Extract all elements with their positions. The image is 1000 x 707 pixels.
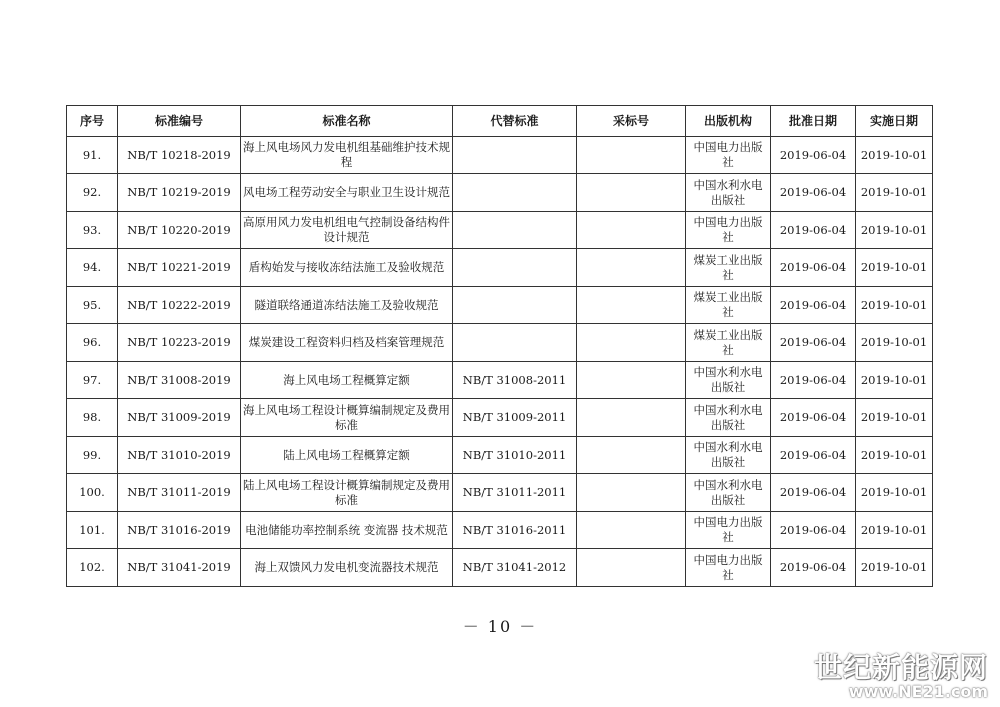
cell-replaces — [453, 324, 577, 362]
cell-approval-date: 2019-06-04 — [771, 249, 856, 287]
cell-approval-date: 2019-06-04 — [771, 324, 856, 362]
cell-approval-date: 2019-06-04 — [771, 549, 856, 587]
table-row — [67, 324, 933, 362]
cell-replaces: NB/T 31041-2012 — [453, 549, 577, 587]
cell-effective-date: 2019-10-01 — [856, 437, 933, 474]
cell-adopted-no — [577, 399, 686, 437]
table-row — [67, 212, 933, 249]
cell-serial: 100. — [67, 474, 118, 512]
cell-effective-date: 2019-10-01 — [856, 174, 933, 212]
cell-publisher: 中国电力出版社 — [686, 212, 771, 249]
cell-replaces — [453, 174, 577, 212]
cell-approval-date: 2019-06-04 — [771, 362, 856, 399]
cell-standard-name: 海上风电场工程设计概算编制规定及费用标准 — [241, 399, 453, 437]
cell-approval-date: 2019-06-04 — [771, 399, 856, 437]
cell-approval-date: 2019-06-04 — [771, 512, 856, 549]
cell-standard-name: 风电场工程劳动安全与职业卫生设计规范 — [241, 174, 453, 212]
cell-publisher: 中国电力出版社 — [686, 549, 771, 587]
header-standard-name: 标准名称 — [241, 106, 453, 137]
cell-serial: 101. — [67, 512, 118, 549]
cell-replaces — [453, 287, 577, 324]
table-row — [67, 512, 933, 549]
header-approval-date: 批准日期 — [771, 106, 856, 137]
cell-serial: 92. — [67, 174, 118, 212]
header-adopted-no: 采标号 — [577, 106, 686, 137]
cell-effective-date: 2019-10-01 — [856, 512, 933, 549]
page-number: － 10 － — [462, 617, 538, 636]
cell-standard-name: 高原用风力发电机组电气控制设备结构件设计规范 — [241, 212, 453, 249]
cell-serial: 97. — [67, 362, 118, 399]
cell-serial: 102. — [67, 549, 118, 587]
table-row — [67, 174, 933, 212]
cell-serial: 99. — [67, 437, 118, 474]
cell-publisher: 煤炭工业出版社 — [686, 287, 771, 324]
cell-adopted-no — [577, 249, 686, 287]
header-serial: 序号 — [67, 106, 118, 137]
cell-publisher: 中国电力出版社 — [686, 512, 771, 549]
cell-standard-name: 海上风电场工程概算定额 — [241, 362, 453, 399]
cell-replaces — [453, 249, 577, 287]
cell-effective-date: 2019-10-01 — [856, 549, 933, 587]
cell-effective-date: 2019-10-01 — [856, 212, 933, 249]
cell-standard-code: NB/T 10219-2019 — [118, 174, 241, 212]
cell-standard-code: NB/T 10218-2019 — [118, 137, 241, 174]
table-row — [67, 437, 933, 474]
watermark-name: 世纪新能源网 — [813, 651, 988, 684]
cell-publisher: 煤炭工业出版社 — [686, 249, 771, 287]
cell-replaces: NB/T 31011-2011 — [453, 474, 577, 512]
cell-serial: 95. — [67, 287, 118, 324]
table-header-row — [67, 106, 933, 137]
cell-approval-date: 2019-06-04 — [771, 474, 856, 512]
cell-standard-code: NB/T 10221-2019 — [118, 249, 241, 287]
cell-standard-code: NB/T 31011-2019 — [118, 474, 241, 512]
cell-adopted-no — [577, 512, 686, 549]
table-row — [67, 249, 933, 287]
table-row — [67, 399, 933, 437]
header-effective-date: 实施日期 — [856, 106, 933, 137]
cell-standard-name: 煤炭建设工程资料归档及档案管理规范 — [241, 324, 453, 362]
standards-table — [66, 105, 933, 587]
cell-standard-code: NB/T 10222-2019 — [118, 287, 241, 324]
cell-effective-date: 2019-10-01 — [856, 399, 933, 437]
header-publisher: 出版机构 — [686, 106, 771, 137]
table-row — [67, 287, 933, 324]
cell-standard-code: NB/T 10220-2019 — [118, 212, 241, 249]
cell-standard-name: 海上双馈风力发电机变流器技术规范 — [241, 549, 453, 587]
cell-replaces: NB/T 31010-2011 — [453, 437, 577, 474]
cell-adopted-no — [577, 549, 686, 587]
cell-standard-code: NB/T 10223-2019 — [118, 324, 241, 362]
cell-adopted-no — [577, 437, 686, 474]
cell-replaces: NB/T 31009-2011 — [453, 399, 577, 437]
cell-adopted-no — [577, 137, 686, 174]
cell-standard-code: NB/T 31010-2019 — [118, 437, 241, 474]
cell-standard-code: NB/T 31016-2019 — [118, 512, 241, 549]
cell-effective-date: 2019-10-01 — [856, 324, 933, 362]
cell-standard-name: 陆上风电场工程概算定额 — [241, 437, 453, 474]
table-row — [67, 137, 933, 174]
cell-effective-date: 2019-10-01 — [856, 362, 933, 399]
cell-replaces: NB/T 31016-2011 — [453, 512, 577, 549]
cell-publisher: 中国水利水电出版社 — [686, 474, 771, 512]
cell-standard-code: NB/T 31009-2019 — [118, 399, 241, 437]
cell-adopted-no — [577, 474, 686, 512]
cell-serial: 98. — [67, 399, 118, 437]
table-body — [67, 137, 933, 587]
cell-adopted-no — [577, 362, 686, 399]
watermark-url: www.NE21.com — [848, 682, 988, 701]
cell-replaces: NB/T 31008-2011 — [453, 362, 577, 399]
cell-replaces — [453, 137, 577, 174]
header-standard-code: 标准编号 — [118, 106, 241, 137]
cell-standard-name: 盾构始发与接收冻结法施工及验收规范 — [241, 249, 453, 287]
cell-serial: 96. — [67, 324, 118, 362]
cell-adopted-no — [577, 174, 686, 212]
cell-adopted-no — [577, 287, 686, 324]
cell-standard-code: NB/T 31008-2019 — [118, 362, 241, 399]
cell-publisher: 中国电力出版社 — [686, 137, 771, 174]
cell-effective-date: 2019-10-01 — [856, 287, 933, 324]
cell-publisher: 中国水利水电出版社 — [686, 437, 771, 474]
cell-replaces — [453, 212, 577, 249]
cell-approval-date: 2019-06-04 — [771, 174, 856, 212]
cell-standard-name: 隧道联络通道冻结法施工及验收规范 — [241, 287, 453, 324]
cell-publisher: 煤炭工业出版社 — [686, 324, 771, 362]
cell-effective-date: 2019-10-01 — [856, 137, 933, 174]
cell-publisher: 中国水利水电出版社 — [686, 174, 771, 212]
cell-approval-date: 2019-06-04 — [771, 437, 856, 474]
cell-publisher: 中国水利水电出版社 — [686, 399, 771, 437]
cell-adopted-no — [577, 212, 686, 249]
cell-approval-date: 2019-06-04 — [771, 212, 856, 249]
cell-effective-date: 2019-10-01 — [856, 474, 933, 512]
table-row — [67, 362, 933, 399]
cell-serial: 93. — [67, 212, 118, 249]
cell-approval-date: 2019-06-04 — [771, 287, 856, 324]
cell-standard-name: 电池储能功率控制系统 变流器 技术规范 — [241, 512, 453, 549]
cell-standard-code: NB/T 31041-2019 — [118, 549, 241, 587]
cell-serial: 94. — [67, 249, 118, 287]
site-watermark — [813, 651, 988, 701]
cell-serial: 91. — [67, 137, 118, 174]
cell-standard-name: 陆上风电场工程设计概算编制规定及费用标准 — [241, 474, 453, 512]
cell-adopted-no — [577, 324, 686, 362]
cell-publisher: 中国水利水电出版社 — [686, 362, 771, 399]
header-replaces: 代替标准 — [453, 106, 577, 137]
table-row — [67, 549, 933, 587]
cell-effective-date: 2019-10-01 — [856, 249, 933, 287]
cell-standard-name: 海上风电场风力发电机组基础维护技术规程 — [241, 137, 453, 174]
cell-approval-date: 2019-06-04 — [771, 137, 856, 174]
table-row — [67, 474, 933, 512]
